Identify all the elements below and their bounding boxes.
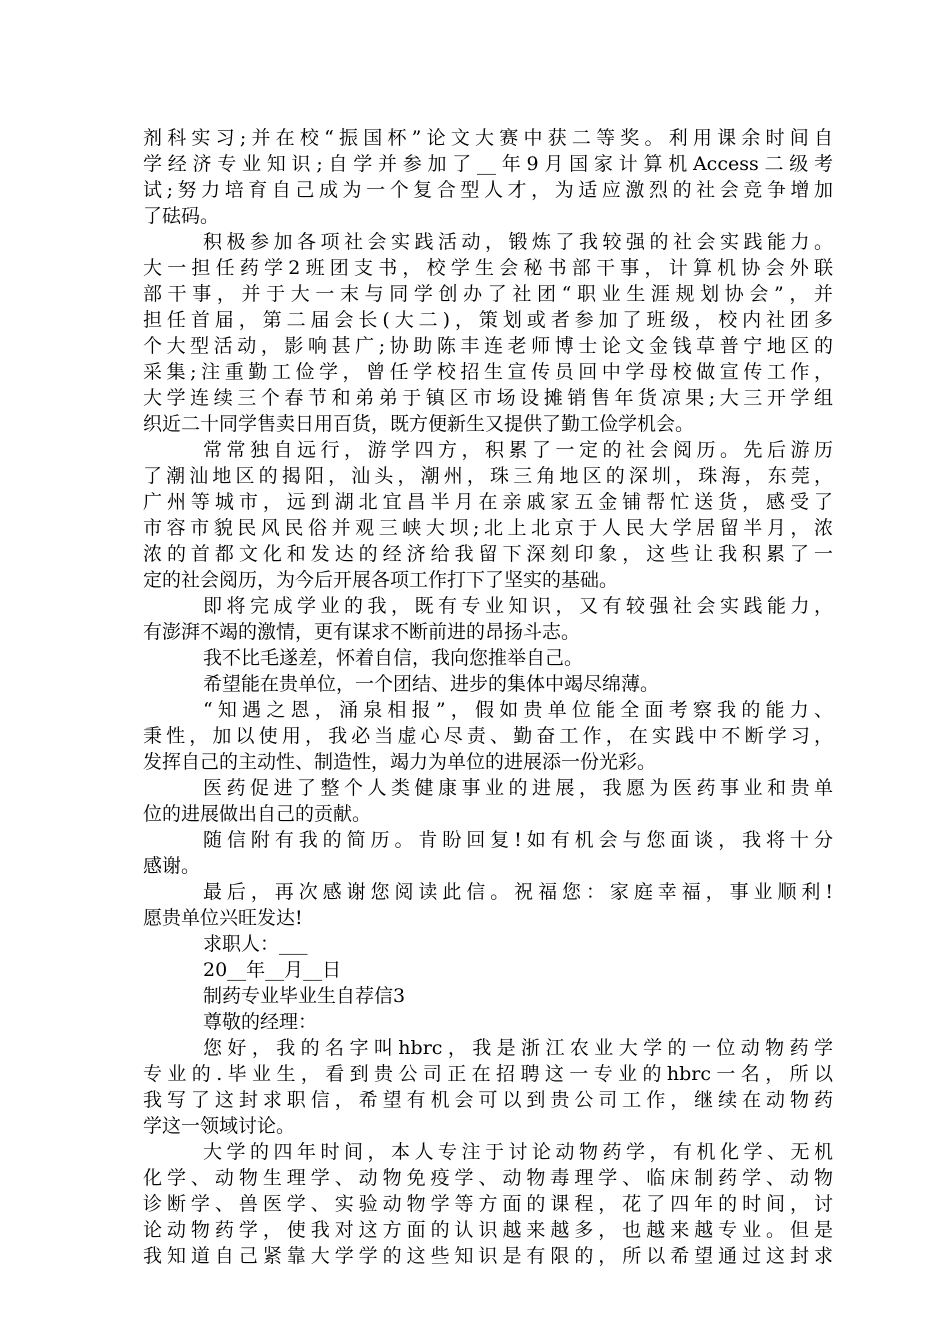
text-line: 您好，我的名字叫hbrc，我是浙江农业大学的一位动物药学 bbox=[203, 1037, 833, 1059]
text-line: 定的社会阅历，为今后开展各项工作打下了坚实的基础。 bbox=[143, 569, 619, 591]
text-line: 感谢。 bbox=[143, 855, 201, 877]
text-line: 我知道自己紧靠大学学的这些知识是有限的，所以希望通过这封求 bbox=[143, 1245, 833, 1267]
text-line: 最后，再次感谢您阅读此信。祝福您：家庭幸福，事业顺利! bbox=[203, 881, 833, 903]
text-line: 我不比毛遂差，怀着自信，我向您推举自己。 bbox=[203, 647, 584, 669]
text-line: 诊断学、兽医学、实验动物学等方面的课程，花了四年的时间，讨 bbox=[143, 1193, 833, 1215]
text-line: 大学连续三个春节和弟弟于镇区市场设摊销售年货凉果;大三开学组 bbox=[143, 387, 833, 409]
text-line: 求职人：___ bbox=[203, 933, 308, 955]
text-line: 了潮汕地区的揭阳，汕头，潮州，珠三角地区的深圳，珠海，东莞， bbox=[143, 465, 833, 487]
text-line: 位的进展做出自己的贡献。 bbox=[143, 803, 372, 825]
text-line: 常常独自远行，游学四方，积累了一定的社会阅历。先后游历 bbox=[203, 439, 833, 461]
text-line: 医药促进了整个人类健康事业的进展，我愿为医药事业和贵单 bbox=[203, 777, 833, 799]
text-line: 剂科实习;并在校“振国杯”论文大赛中获二等奖。利用课余时间自 bbox=[143, 127, 833, 149]
text-line: 希望能在贵单位，一个团结、进步的集体中竭尽绵薄。 bbox=[203, 673, 660, 695]
text-line: 广州等城市，远到湖北宜昌半月在亲戚家五金铺帮忙送货，感受了 bbox=[143, 491, 833, 513]
text-line: 专业的.毕业生，看到贵公司正在招聘这一专业的hbrc一名，所以 bbox=[143, 1063, 833, 1085]
text-line: 浓的首都文化和发达的经济给我留下深刻印象，这些让我积累了一 bbox=[143, 543, 833, 565]
text-line: 即将完成学业的我，既有专业知识，又有较强社会实践能力， bbox=[203, 595, 833, 617]
text-line: 织近二十同学售卖日用百货，既方便新生又提供了勤工俭学机会。 bbox=[143, 413, 695, 435]
text-line: 市容市貌民风民俗并观三峡大坝;北上北京于人民大学居留半月，浓 bbox=[143, 517, 833, 539]
text-line: 愿贵单位兴旺发达! bbox=[143, 907, 303, 929]
text-line: 化学、动物生理学、动物免疫学、动物毒理学、临床制药学、动物 bbox=[143, 1167, 833, 1189]
text-line: 学这一领域讨论。 bbox=[143, 1115, 296, 1137]
text-line: 有澎湃不竭的激情，更有谋求不断前进的昂扬斗志。 bbox=[143, 621, 581, 643]
text-line: 我写了这封求职信，希望有机会可以到贵公司工作，继续在动物药 bbox=[143, 1089, 833, 1111]
text-line: 个大型活动，影响甚广;协助陈丰连老师博士论文金钱草普宁地区的 bbox=[143, 335, 833, 357]
text-line: 大学的四年时间，本人专注于讨论动物药学，有机化学、无机 bbox=[203, 1141, 833, 1163]
text-line: 制药专业毕业生自荐信3 bbox=[203, 985, 406, 1007]
text-line: 采集;注重勤工俭学，曾任学校招生宣传员回中学母校做宣传工作， bbox=[143, 361, 833, 383]
text-line: 20__年__月__日 bbox=[203, 959, 342, 981]
text-line: “知遇之恩，涌泉相报”，假如贵单位能全面考察我的能力、 bbox=[203, 699, 833, 721]
text-line: 论动物药学，使我对这方面的认识越来越多，也越来越专业。但是 bbox=[143, 1219, 833, 1241]
text-line: 大一担任药学2班团支书，校学生会秘书部干事，计算机协会外联 bbox=[143, 257, 833, 279]
text-line: 发挥自己的主动性、制造性，竭力为单位的进展添一份光彩。 bbox=[143, 751, 657, 773]
text-line: 随信附有我的简历。肯盼回复!如有机会与您面谈，我将十分 bbox=[203, 829, 833, 851]
document-page bbox=[143, 125, 833, 1269]
text-line: 学经济专业知识;自学并参加了__年9月国家计算机Access二级考 bbox=[143, 153, 833, 175]
text-line: 尊敬的经理： bbox=[203, 1011, 318, 1033]
text-line: 试;努力培育自己成为一个复合型人才，为适应激烈的社会竞争增加 bbox=[143, 179, 833, 201]
text-line: 担任首届，第二届会长(大二)，策划或者参加了班级，校内社团多 bbox=[143, 309, 833, 331]
text-line: 了砝码。 bbox=[143, 205, 220, 227]
text-line: 秉性，加以使用，我必当虚心尽责、勤奋工作，在实践中不断学习， bbox=[143, 725, 833, 747]
text-line: 部干事，并于大一末与同学创办了社团“职业生涯规划协会”，并 bbox=[143, 283, 833, 305]
text-line: 积极参加各项社会实践活动，锻炼了我较强的社会实践能力。 bbox=[203, 231, 833, 253]
